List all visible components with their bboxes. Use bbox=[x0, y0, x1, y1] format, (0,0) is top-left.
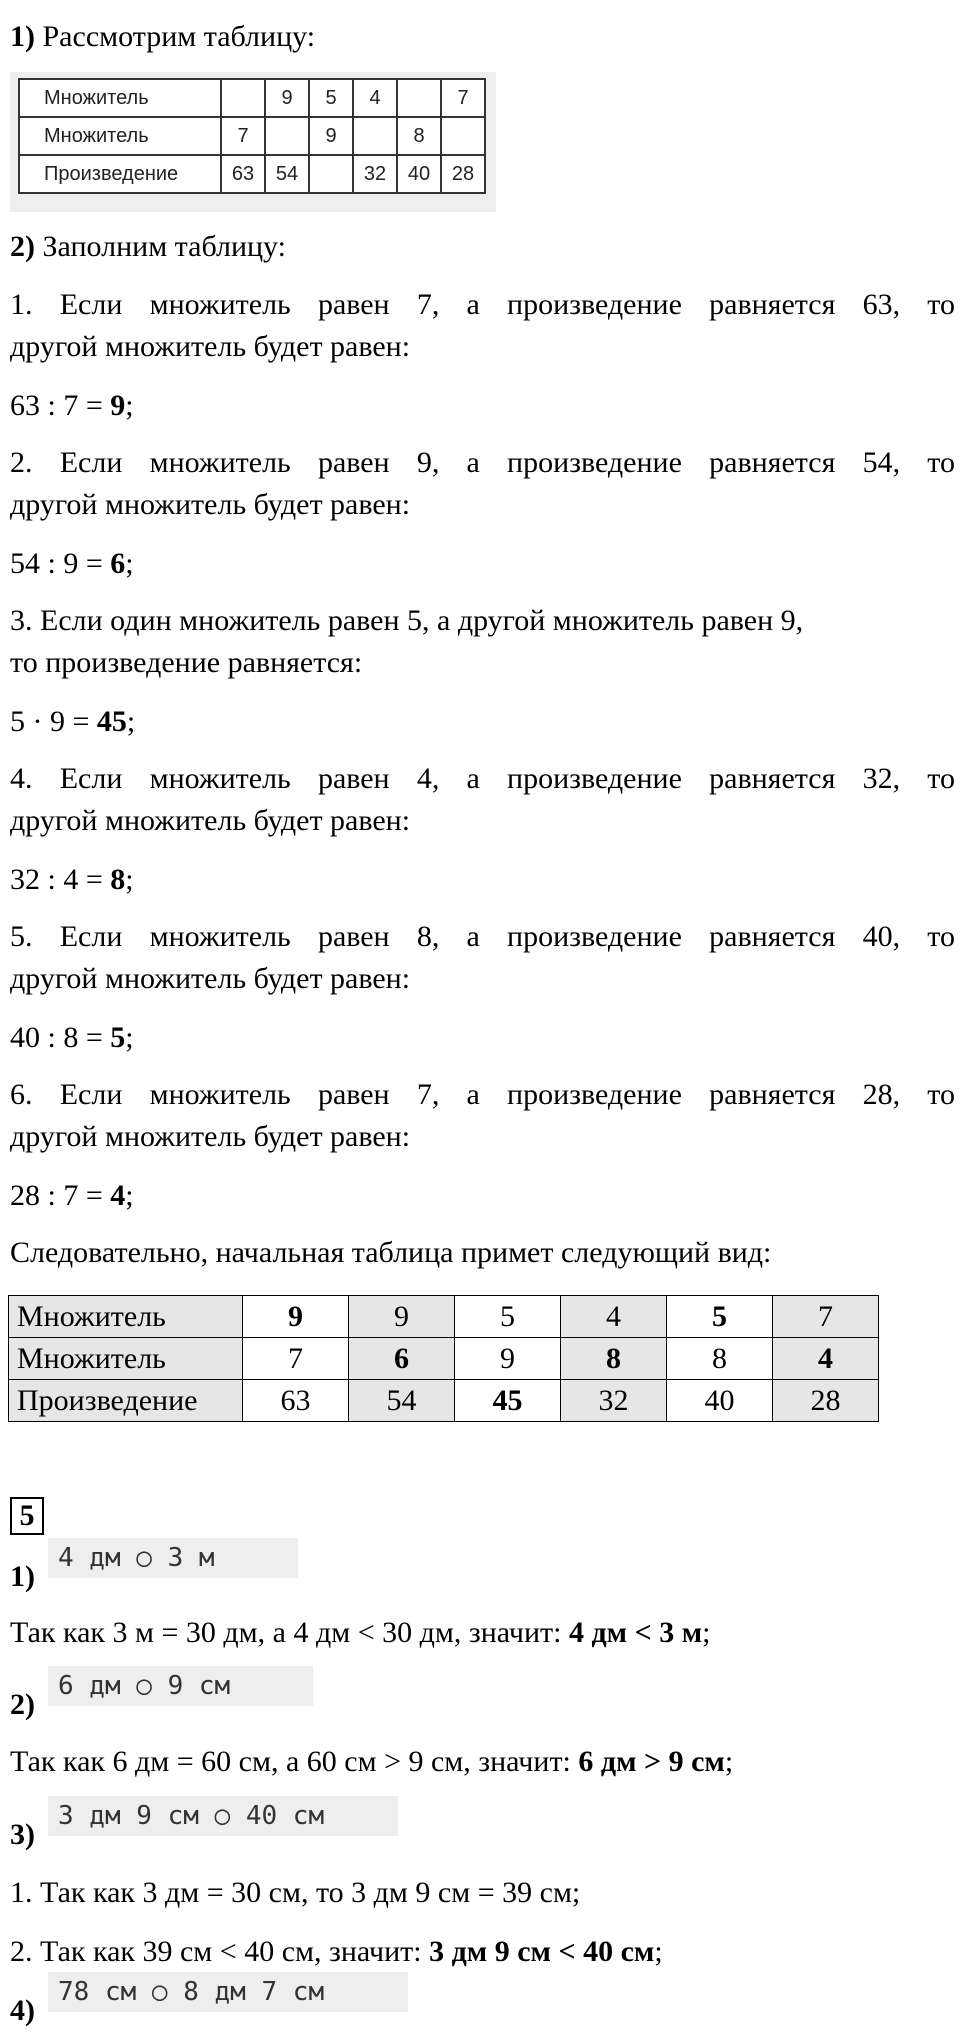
table-cell: 4 bbox=[353, 79, 397, 117]
part-number: 3) bbox=[10, 1818, 35, 1851]
explanation-end: ; bbox=[654, 1935, 663, 1968]
table-cell: 7 bbox=[243, 1338, 349, 1380]
explanation-end: ; bbox=[724, 1745, 734, 1778]
table-cell: 40 bbox=[667, 1380, 773, 1422]
table-cell: 9 bbox=[265, 79, 309, 117]
table-cell: 28 bbox=[773, 1380, 879, 1422]
table-cell bbox=[309, 155, 353, 193]
table-cell: 8 bbox=[561, 1338, 667, 1380]
equation-text: 32 : 4 = bbox=[10, 863, 111, 896]
step1-number: 1) bbox=[10, 20, 35, 53]
equation-answer: 5 bbox=[110, 1021, 126, 1054]
step2-number: 2) bbox=[10, 230, 35, 263]
row-header: Множитель bbox=[19, 117, 221, 155]
table-cell: 9 bbox=[349, 1296, 455, 1338]
row-header: Произведение bbox=[9, 1380, 243, 1422]
equation-end: ; bbox=[126, 705, 136, 738]
table-cell: 4 bbox=[561, 1296, 667, 1338]
row-header: Произведение bbox=[19, 155, 221, 193]
table-cell bbox=[221, 79, 265, 117]
table-cell: 7 bbox=[441, 79, 485, 117]
part-number: 4) bbox=[10, 1994, 35, 2027]
table-cell bbox=[397, 79, 441, 117]
table-cell: 7 bbox=[221, 117, 265, 155]
source-table-image bbox=[10, 72, 496, 212]
row-header: Множитель bbox=[19, 79, 221, 117]
equation-answer: 4 bbox=[110, 1179, 126, 1212]
comparison-image: 6 дм ○ 9 см bbox=[48, 1666, 313, 1706]
explanation-paragraph bbox=[10, 442, 955, 526]
table-cell: 9 bbox=[455, 1338, 561, 1380]
table-row bbox=[9, 1380, 879, 1422]
table-cell: 5 bbox=[667, 1296, 773, 1338]
table-cell: 63 bbox=[243, 1380, 349, 1422]
paragraph-line: 5. Если множитель равен 8, а произведение равняется 40, то bbox=[10, 920, 955, 953]
paragraph-line: то произведение равняется: bbox=[10, 646, 363, 679]
equation-text: 54 : 9 = bbox=[10, 547, 111, 580]
part-number: 1) bbox=[10, 1560, 35, 1593]
comparison-image: 3 дм 9 см ○ 40 см bbox=[48, 1796, 398, 1836]
explanation-paragraph bbox=[10, 758, 955, 842]
paragraph-line: 2. Если множитель равен 9, а произведение равняется 54, то bbox=[10, 446, 955, 479]
paragraph-line: другой множитель будет равен: bbox=[10, 804, 411, 837]
comparison-explanation bbox=[10, 1931, 663, 1973]
table-row bbox=[19, 117, 485, 155]
table-cell: 4 bbox=[773, 1338, 879, 1380]
step1-text: Рассмотрим таблицу: bbox=[35, 20, 316, 53]
table-row bbox=[9, 1338, 879, 1380]
step2-text: Заполним таблицу: bbox=[35, 230, 287, 263]
table-cell: 63 bbox=[221, 155, 265, 193]
table-cell: 5 bbox=[309, 79, 353, 117]
paragraph-line: другой множитель будет равен: bbox=[10, 962, 411, 995]
explanation-paragraph bbox=[10, 1074, 955, 1158]
comparison-explanation bbox=[10, 1612, 710, 1654]
table-cell bbox=[353, 117, 397, 155]
equation bbox=[10, 701, 135, 743]
equation-answer: 9 bbox=[110, 389, 126, 422]
comparison-image: 4 дм ○ 3 м bbox=[48, 1538, 298, 1578]
table-row bbox=[9, 1296, 879, 1338]
paragraph-line: другой множитель будет равен: bbox=[10, 1120, 411, 1153]
table-cell: 45 bbox=[455, 1380, 561, 1422]
table-cell: 7 bbox=[773, 1296, 879, 1338]
table-cell: 8 bbox=[397, 117, 441, 155]
table-cell: 54 bbox=[265, 155, 309, 193]
equation-text: 40 : 8 = bbox=[10, 1021, 111, 1054]
explanation-end: ; bbox=[702, 1616, 711, 1649]
equation bbox=[10, 385, 134, 427]
equation-end: ; bbox=[125, 1021, 134, 1054]
paragraph-line: 6. Если множитель равен 7, а произведение равняется 28, то bbox=[10, 1078, 955, 1111]
table-cell: 32 bbox=[561, 1380, 667, 1422]
comparison-result: 4 дм < 3 м bbox=[568, 1616, 703, 1649]
equation-end: ; bbox=[125, 863, 134, 896]
conclusion-text: Следовательно, начальная таблица примет следующий вид: bbox=[10, 1236, 772, 1269]
comparison-result: 3 дм 9 см < 40 см bbox=[429, 1935, 655, 1968]
source-table bbox=[18, 78, 486, 194]
explanation-text: Так как 3 м = 30 дм, а 4 дм < 30 дм, значит: bbox=[10, 1616, 569, 1649]
explanation-text: 2. Так как 39 см < 40 см, значит: bbox=[10, 1935, 430, 1968]
table-cell: 54 bbox=[349, 1380, 455, 1422]
equation-text: 63 : 7 = bbox=[10, 389, 111, 422]
explanation-line: 1. Так как 3 дм = 30 см, то 3 дм 9 см = 39 см; bbox=[10, 1876, 581, 1909]
equation bbox=[10, 1175, 134, 1217]
comparison-image: 78 см ○ 8 дм 7 см bbox=[48, 1972, 408, 2012]
equation bbox=[10, 859, 134, 901]
table-cell: 32 bbox=[353, 155, 397, 193]
equation-answer: 8 bbox=[110, 863, 126, 896]
paragraph-line: другой множитель будет равен: bbox=[10, 488, 411, 521]
task-number-box: 5 bbox=[10, 1497, 44, 1535]
equation-end: ; bbox=[125, 389, 134, 422]
table-cell bbox=[441, 117, 485, 155]
paragraph-line: 1. Если множитель равен 7, а произведение равняется 63, то bbox=[10, 288, 955, 321]
step1-heading bbox=[10, 16, 315, 58]
table-cell: 40 bbox=[397, 155, 441, 193]
explanation-paragraph bbox=[10, 600, 955, 684]
equation-answer: 45 bbox=[96, 705, 127, 738]
explanation-paragraph bbox=[10, 284, 955, 368]
table-cell bbox=[265, 117, 309, 155]
explanation-text: Так как 6 дм = 60 см, а 60 см > 9 см, значит: bbox=[10, 1745, 579, 1778]
paragraph-line: 4. Если множитель равен 4, а произведение равняется 32, то bbox=[10, 762, 955, 795]
table-cell: 9 bbox=[309, 117, 353, 155]
paragraph-line: 3. Если один множитель равен 5, а другой множитель равен 9, bbox=[10, 604, 804, 637]
equation-answer: 6 bbox=[110, 547, 126, 580]
step2-heading bbox=[10, 226, 286, 268]
row-header: Множитель bbox=[9, 1296, 243, 1338]
table-cell: 6 bbox=[349, 1338, 455, 1380]
row-header: Множитель bbox=[9, 1338, 243, 1380]
equation bbox=[10, 1017, 134, 1059]
table-cell: 5 bbox=[455, 1296, 561, 1338]
equation-text: 5 · 9 = bbox=[10, 705, 97, 738]
equation bbox=[10, 543, 134, 585]
table-cell: 28 bbox=[441, 155, 485, 193]
table-cell: 8 bbox=[667, 1338, 773, 1380]
comparison-explanation bbox=[10, 1741, 733, 1783]
table-cell: 9 bbox=[243, 1296, 349, 1338]
table-row bbox=[19, 155, 485, 193]
equation-text: 28 : 7 = bbox=[10, 1179, 111, 1212]
result-table bbox=[8, 1295, 879, 1422]
equation-end: ; bbox=[125, 1179, 134, 1212]
part-number: 2) bbox=[10, 1688, 35, 1721]
paragraph-line: другой множитель будет равен: bbox=[10, 330, 411, 363]
comparison-result: 6 дм > 9 см bbox=[578, 1745, 725, 1778]
equation-end: ; bbox=[125, 547, 134, 580]
explanation-paragraph bbox=[10, 916, 955, 1000]
table-row bbox=[19, 79, 485, 117]
